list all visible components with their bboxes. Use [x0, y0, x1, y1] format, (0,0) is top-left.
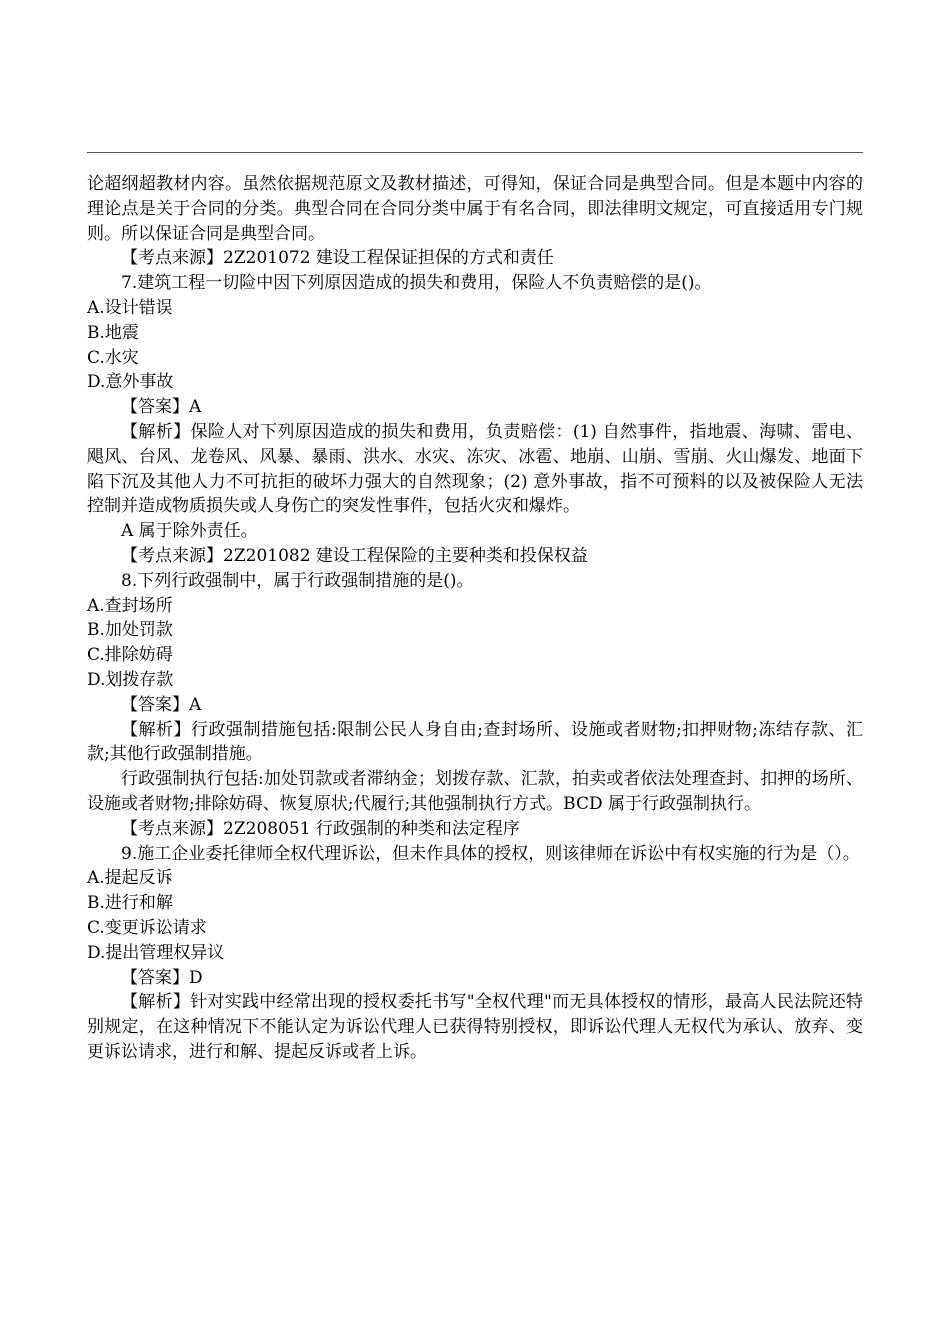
paragraph: C.变更诉讼请求 — [87, 917, 207, 938]
paragraph: 8.下列行政强制中，属于行政强制措施的是()。 — [121, 570, 474, 591]
paragraph: B.地震 — [87, 322, 139, 343]
paragraph: 【答案】A — [121, 694, 202, 715]
paragraph: 【答案】D — [121, 967, 203, 988]
paragraph: A.设计错误 — [87, 297, 173, 318]
paragraph: 【考点来源】2Z201072 建设工程保证担保的方式和责任 — [121, 248, 554, 269]
paragraph: A.提起反诉 — [87, 868, 173, 889]
document-body — [87, 172, 863, 1065]
header-divider — [87, 152, 863, 153]
paragraph: C.排除妨碍 — [87, 645, 173, 666]
paragraph: 7.建筑工程一切险中因下列原因造成的损失和费用，保险人不负责赔偿的是()。 — [121, 273, 712, 294]
paragraph: D.意外事故 — [87, 372, 174, 393]
paragraph: 【解析】保险人对下列原因造成的损失和费用，负责赔偿：(1) 自然事件，指地震、海啸、雷电、飓风、台风、龙卷风、风暴、暴雨、洪水、水灾、冻灾、冰雹、地崩、山崩、雪崩、火山爆发、地面下陷下沉及其他人力不可抗拒的破坏力强大的自然现象；(2) 意外事故，指不可预料的以及被保险人无法控制并造成物质损失或人身伤亡的突发性事件，包括火灾和爆炸。 — [87, 421, 863, 517]
paragraph: 【答案】A — [121, 397, 202, 418]
paragraph: B.进行和解 — [87, 893, 173, 914]
paragraph: 【解析】行政强制措施包括:限制公民人身自由;查封场所、设施或者财物;扣押财物;冻结存款、汇款;其他行政强制措施。 — [87, 719, 863, 765]
paragraph: 9.施工企业委托律师全权代理诉讼，但未作具体的授权，则该律师在诉讼中有权实施的行为是（）。 — [121, 843, 860, 864]
paragraph: B.加处罚款 — [87, 620, 173, 641]
paragraph: 【考点来源】2Z208051 行政强制的种类和法定程序 — [121, 818, 520, 839]
paragraph: C.水灾 — [87, 347, 139, 368]
paragraph: 论超纲超教材内容。虽然依据规范原文及教材描述，可得知，保证合同是典型合同。但是本题中内容的理论点是关于合同的分类。典型合同在合同分类中属于有名合同，即法律明文规定，可直接适用专门规则。所以保证合同是典型合同。 — [87, 174, 863, 244]
paragraph: 【解析】针对实践中经常出现的授权委托书写"全权代理"而无具体授权的情形，最高人民法院还特别规定，在这种情况下不能认定为诉讼代理人已获得特别授权，即诉讼代理人无权代为承认、放弃、变更诉讼请求，进行和解、提起反诉或者上诉。 — [87, 992, 863, 1062]
paragraph: 【考点来源】2Z201082 建设工程保险的主要种类和投保权益 — [121, 545, 588, 566]
paragraph: D.提出管理权异议 — [87, 942, 225, 963]
paragraph: 行政强制执行包括:加处罚款或者滞纳金；划拨存款、汇款，拍卖或者依法处理查封、扣押的场所、设施或者财物;排除妨碍、恢复原状;代履行;其他强制执行方式。BCD 属于行政强制执行。 — [87, 769, 863, 814]
paragraph: A 属于除外责任。 — [121, 521, 258, 542]
paragraph: A.查封场所 — [87, 595, 173, 616]
paragraph: D.划拨存款 — [87, 669, 174, 690]
